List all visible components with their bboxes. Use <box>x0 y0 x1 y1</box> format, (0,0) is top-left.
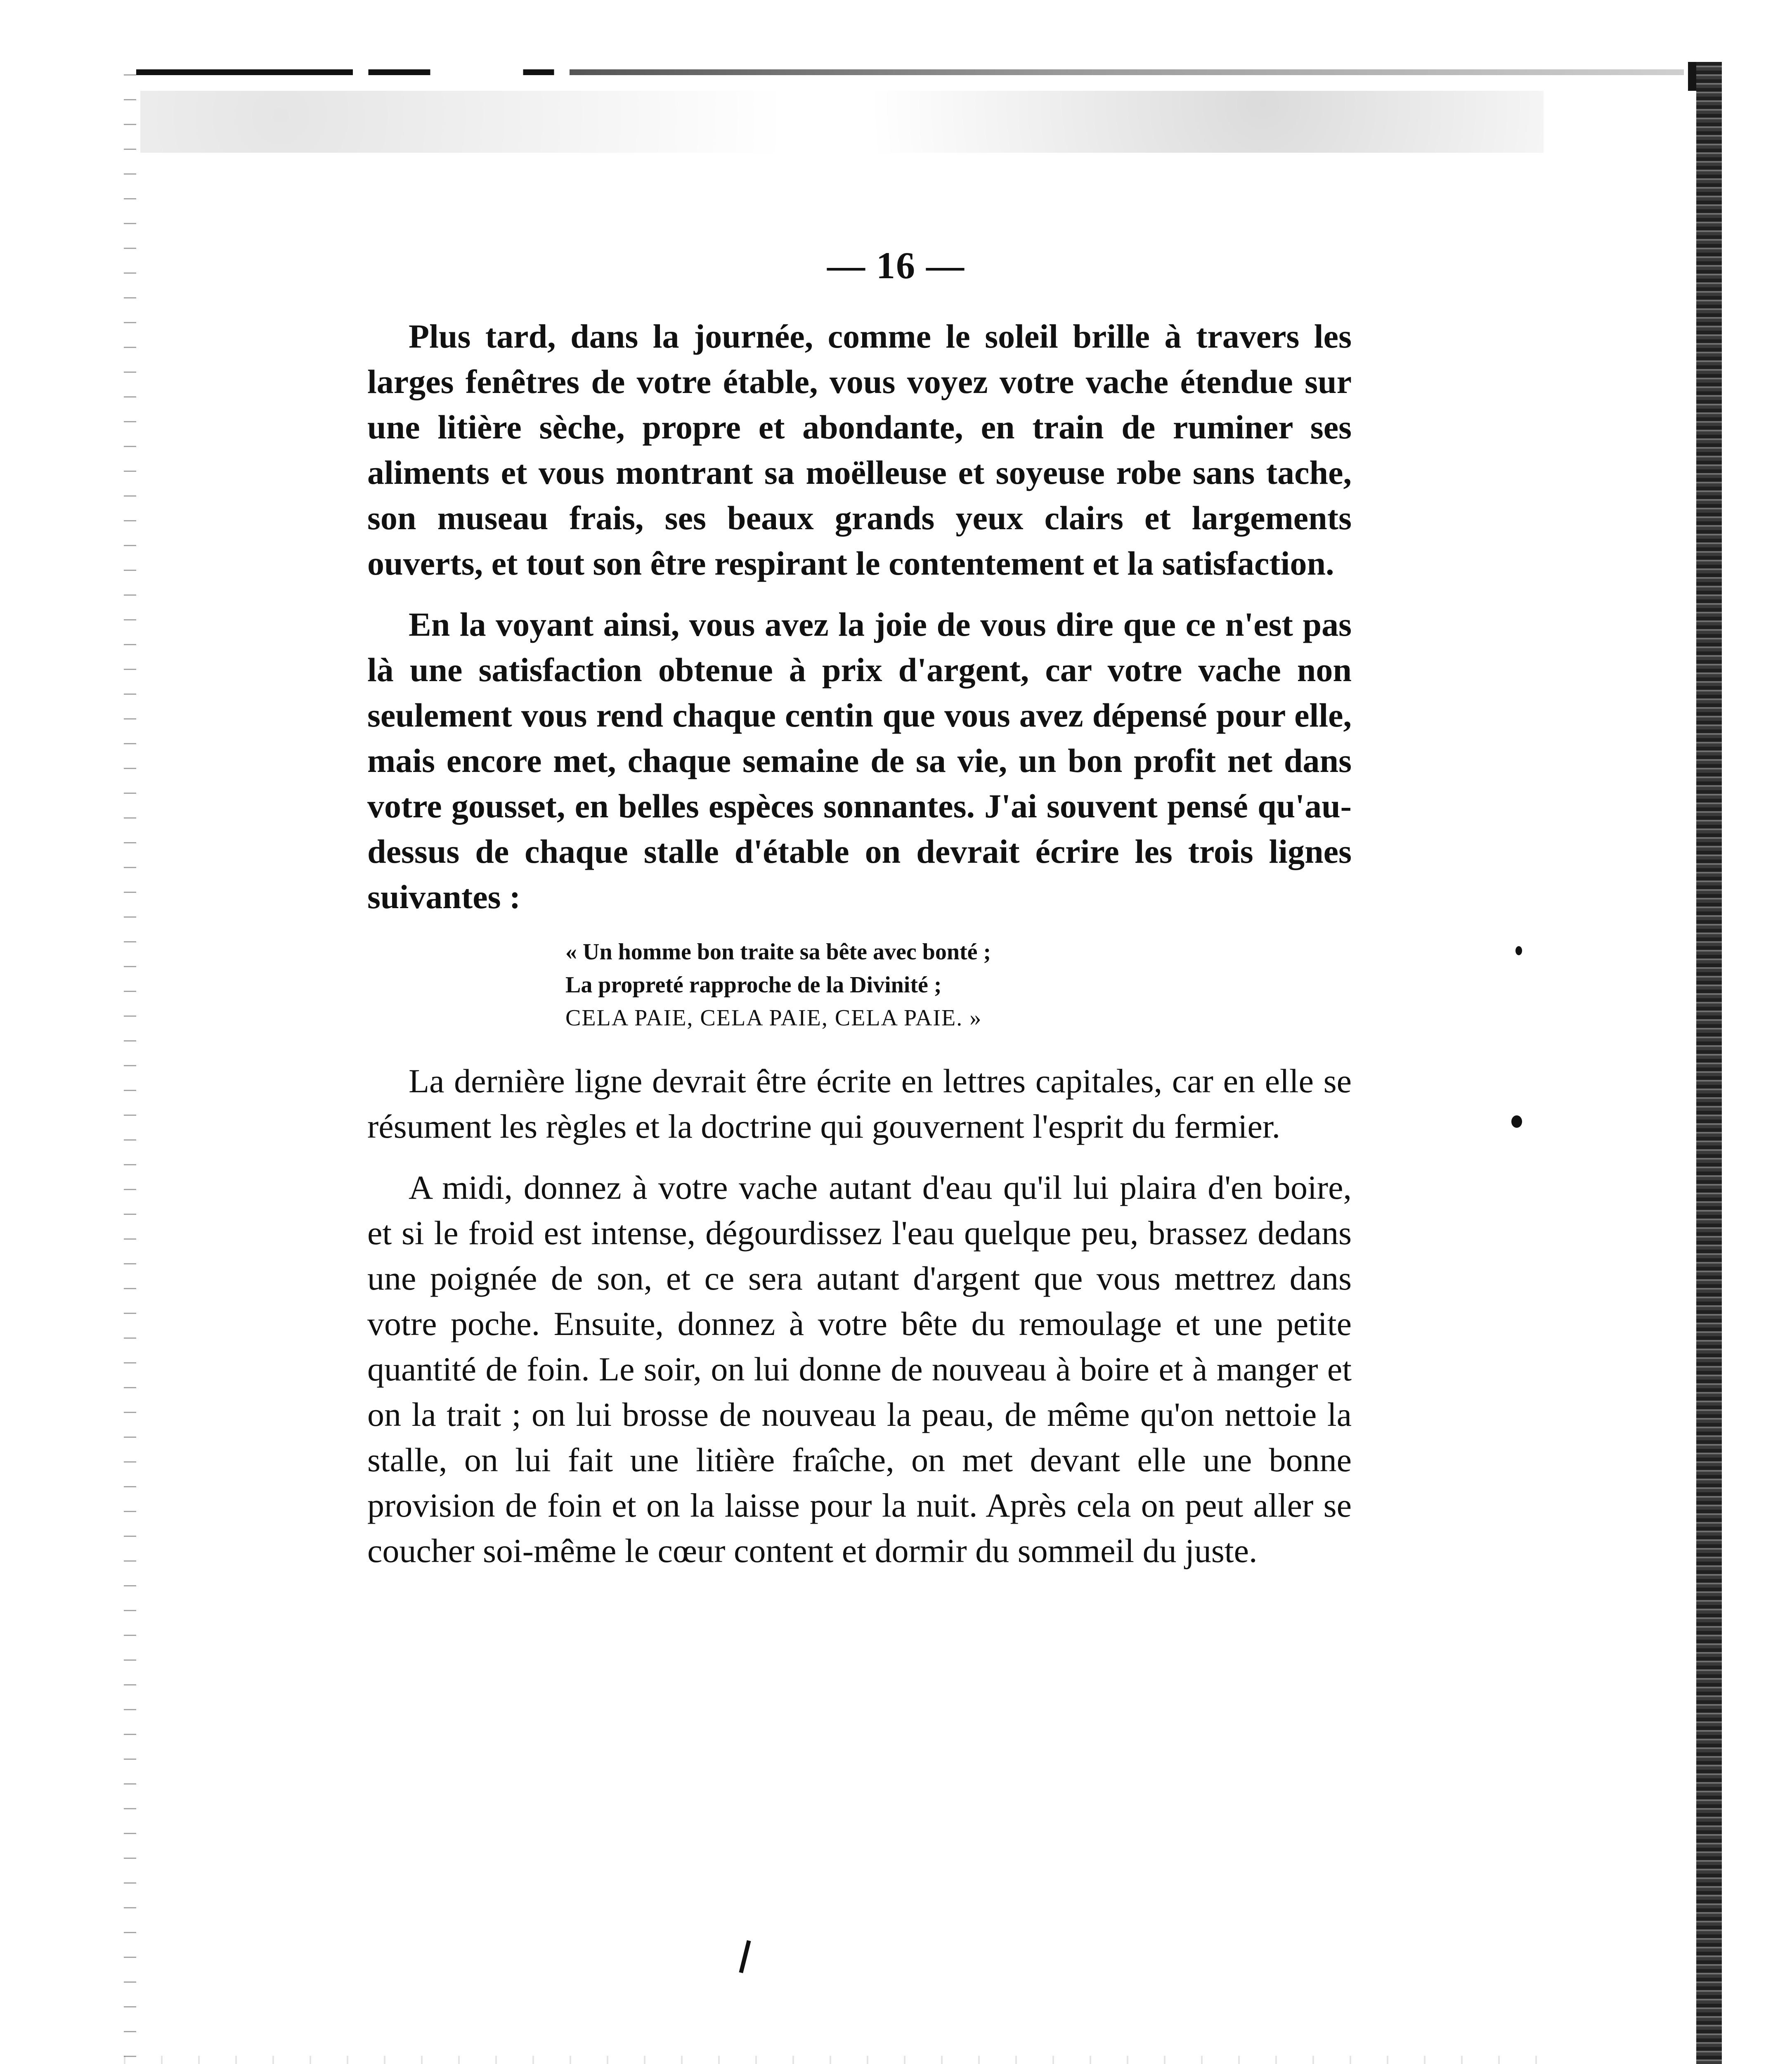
paragraph-1: Plus tard, dans la journée, comme le soleil brille à travers les larges fenêtres de votre étable, vous voyez votre vache étendue sur une litière sèche, propre et abondante, en train de ruminer ses aliments et vous montrant sa moëlleuse et soyeuse robe sans tache, son museau frais, ses beaux grands yeux clairs et largements ouverts, et tout son être respirant le contentement et la satisfaction. <box>367 317 1352 582</box>
scan-left-noise <box>124 74 136 2064</box>
scan-top-border <box>136 69 1684 75</box>
verse-line-3: CELA PAIE, CELA PAIE, CELA PAIE. » <box>565 1005 982 1031</box>
paragraph-4: A midi, donnez à votre vache autant d'eau qu'il lui plaira d'en boire, et si le froid est intense, dégourdissez l'eau quelque peu, brassez dedans une poignée de son, et ce sera autant d'argent que vous mettrez dans votre poche. Ensuite, donnez à votre bête du remoulage et une petite quantité de foin. Le soir, on lui donne de nouveau à boire et à manger et on la trait ; on lui brosse de nouveau la peau, de même qu'on nettoie la stalle, on lui fait une litière fraîche, on met devant elle une bonne provision de foin et on la laisse pour la nuit. Après cela on peut aller se coucher soi-même le cœur content et dormir du sommeil du juste. <box>367 1169 1352 1569</box>
paragraph-3: La dernière ligne devrait être écrite en lettres capitales, car en elle se résument les règles et la doctrine qui gouvernent l'esprit du fermier. <box>367 1062 1352 1145</box>
verse-line-2: La propreté rapproche de la Divinité ; <box>565 972 942 998</box>
paragraph-2: En la voyant ainsi, vous avez la joie de vous dire que ce n'est pas là une satisfaction obtenue à prix d'argent, car votre vache non seulement vous rend chaque centin que vous avez dépensé pour elle, mais encore met, chaque semaine de sa vie, un bon profit net dans votre gousset, en belles espèces sonnantes. J'ai souvent pensé qu'au-dessus de chaque stalle d'étable on devrait écrire les trois lignes suivantes : <box>367 606 1352 916</box>
verse-line-1: « Un homme bon traite sa bête avec bonté ; <box>565 939 991 965</box>
scan-right-edge <box>1696 62 1722 2064</box>
ink-speck <box>1515 946 1522 955</box>
end-mark <box>739 1940 751 1973</box>
ink-speck <box>1511 1115 1522 1128</box>
scan-bottom-noise <box>124 2056 1568 2064</box>
scan-top-noise <box>140 91 1544 153</box>
page-number: — 16 — <box>827 244 965 286</box>
page-body <box>367 314 1352 1589</box>
verse-block <box>565 935 1352 1034</box>
